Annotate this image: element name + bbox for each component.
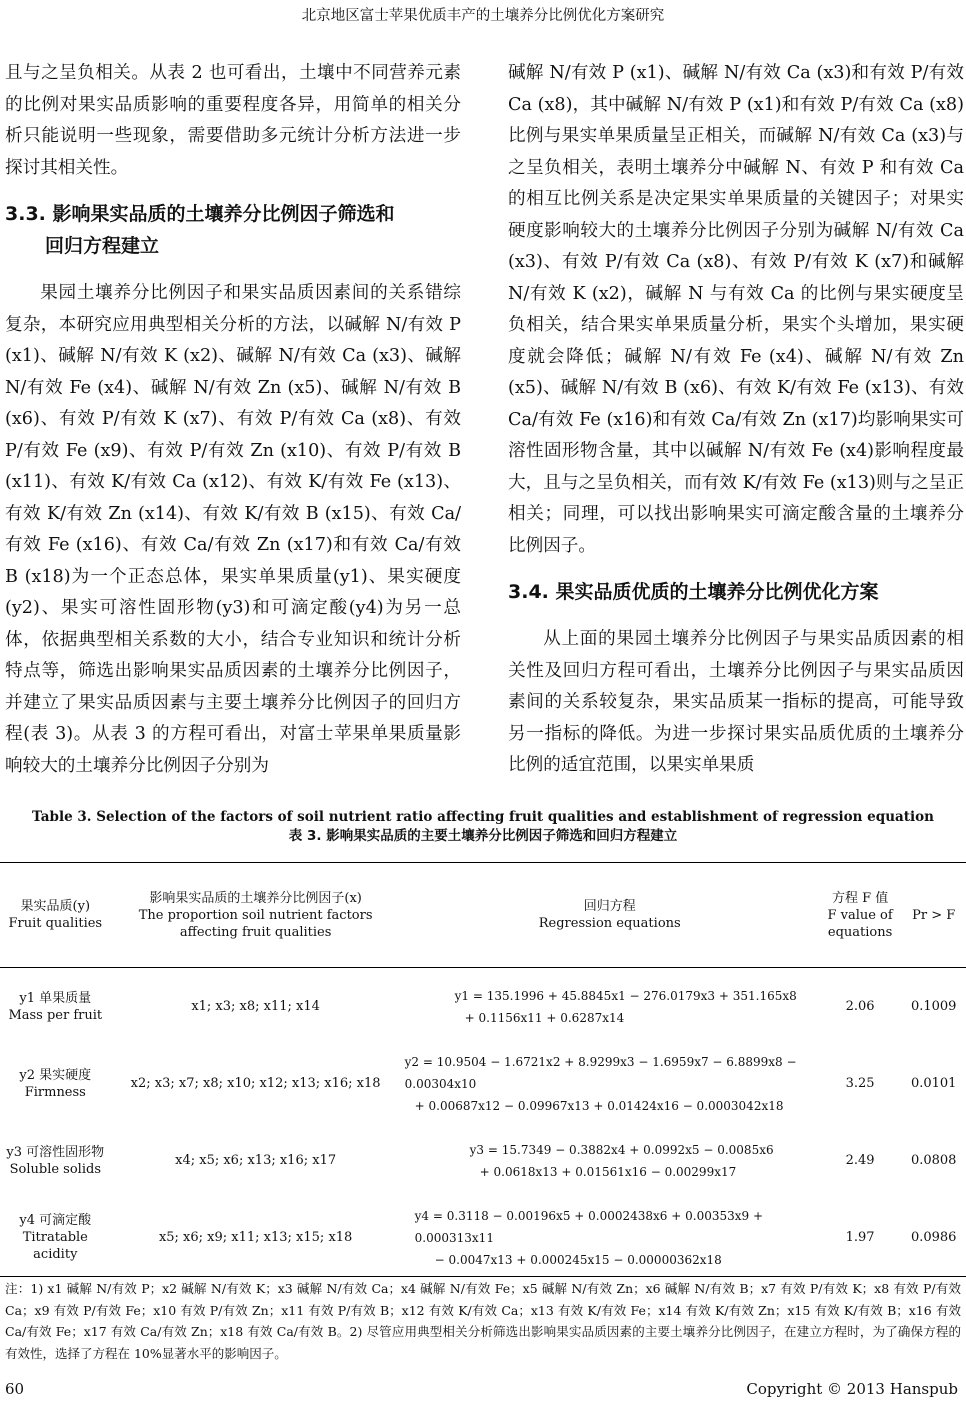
row-factors: x1; x3; x8; x11; x14	[191, 999, 320, 1014]
row-quality-en: Mass per fruit	[8, 1007, 103, 1023]
equation-line-2: + 0.1156x11 + 0.6287x14	[464, 1010, 625, 1025]
header-col3-en: Regression equations	[538, 916, 681, 931]
table-caption-zh: 表 3. 影响果实品质的主要土壤养分比例因子筛选和回归方程建立	[288, 828, 678, 844]
row-pr: 0.1009	[910, 999, 957, 1014]
row-quality	[0, 968, 111, 1046]
table-caption-en: Table 3. Selection of the factors of soil nutrient ratio affecting fruit qualities and establishment of regression equation	[32, 809, 934, 825]
equation-line-1: y1 = 135.1996 + 45.8845x1 − 276.0179x3 + 351.165x8	[454, 988, 797, 1003]
header-col4-zh: 方程 F 值	[831, 890, 889, 906]
right-paragraph-1: 碱解 N/有效 P (x1)、碱解 N/有效 Ca (x3)和有效 P/有效 Ca (x8)，其中碱解 N/有效 P (x1)和有效 P/有效 Ca (x8)比例与果实单果质量呈正相关，而碱解 N/有效 Ca (x3)与之呈负相关，表明土壤养分中碱解 N、有效 P 和有效 Ca 的相互比例关系是决定果实单果质量的关键因子；对果实硬度影响较大的土壤养分比例因子分别为碱解 N/有效 Ca (x3)、有效 P/有效 Ca (x8)、有效 P/有效 K (x7)和碱解 N/有效 K (x2)，碱解 N 与有效 Ca 的比例与果实硬度呈负相关，结合果实单果质量分析，果实个头增加，果实硬度就会降低；碱解 N/有效 Fe (x4)、碱解 N/有效 Zn (x5)、碱解 N/有效 B (x6)、有效 K/有效 Fe (x13)、有效 Ca/有效 Fe (x16)和有效 Ca/有效 Zn (x17)均影响果实可溶性固形物含量，其中以碱解 N/有效 Fe (x4)影响程度最大，且与之呈负相关，而有效 K/有效 Fe (x13)则与之呈正相关；同理，可以找出影响果实可滴定酸含量的土壤养分比例因子。	[508, 63, 964, 556]
row-equation	[401, 1199, 819, 1277]
row-quality-zh: y1 单果质量	[19, 990, 92, 1006]
row-factors: x4; x5; x6; x13; x16; x17	[175, 1153, 337, 1168]
table-row	[0, 1045, 966, 1122]
copyright-notice: Copyright © 2013 Hanspub	[746, 1380, 958, 1398]
header-f-value	[819, 863, 902, 968]
section-heading-3-3	[5, 198, 461, 262]
row-f-value: 2.49	[845, 1153, 875, 1168]
table-caption	[0, 808, 966, 846]
table-notes: 注：1) x1 碱解 N/有效 P；x2 碱解 N/有效 K；x3 碱解 N/有效 Ca；x4 碱解 N/有效 Fe；x5 碱解 N/有效 Zn；x6 碱解 N/有效 B；x7 有效 P/有效 K；x8 有效 P/有效 Ca；x9 有效 P/有效 Fe；x10 有效 P/有效 Zn；x11 有效 P/有效 B；x12 有效 K/有效 Ca；x13 有效 K/有效 Fe；x14 有效 K/有效 Zn；x15 有效 K/有效 B；x16 有效 Ca/有效 Fe；x17 有效 Ca/有效 Zn；x18 有效 Ca/有效 B。2) 尽管应用典型相关分析筛选出影响果实品质因素的主要土壤养分比例因子，在建立方程时，为了确保方程的有效性，选择了方程在 10%显著水平的影响因子。	[5, 1281, 961, 1361]
header-col3-zh: 回归方程	[583, 899, 636, 914]
header-col1-en: Fruit qualities	[8, 916, 103, 931]
row-quality	[0, 1122, 111, 1199]
table-row	[0, 1199, 966, 1277]
table-row	[0, 1122, 966, 1199]
row-pr: 0.0101	[910, 1076, 957, 1091]
equation-line-2: + 0.00687x12 − 0.09967x13 + 0.01424x16 − 0.0003042x18	[414, 1098, 784, 1113]
row-quality-en: Titratable acidity	[22, 1230, 88, 1262]
row-quality	[0, 1045, 111, 1122]
regression-table	[0, 862, 966, 1277]
row-pr: 0.0808	[910, 1153, 957, 1168]
equation-line-2: − 0.0047x13 + 0.000245x15 − 0.00000362x18	[434, 1252, 722, 1267]
row-equation	[401, 1045, 819, 1122]
section-heading-3-3-line1: 3.3. 影响果实品质的土壤养分比例因子筛选和	[5, 203, 395, 225]
section-heading-3-3-line2: 回归方程建立	[45, 235, 160, 257]
left-column	[5, 58, 461, 782]
row-f-value: 2.06	[845, 999, 875, 1014]
table-row	[0, 968, 966, 1046]
row-equation	[401, 1122, 819, 1199]
right-paragraph-2: 从上面的果园土壤养分比例因子与果实品质因素的相关性及回归方程可看出，土壤养分比例因子与果实品质因素间的关系较复杂，果实品质某一指标的提高，可能导致另一指标的降低。为进一步探讨果实品质优质的土壤养分比例的适宜范围，以果实单果质	[508, 629, 964, 775]
row-quality-en: Soluble solids	[9, 1161, 101, 1177]
row-equation	[401, 968, 819, 1046]
header-col4-en: F value of equations	[827, 907, 893, 940]
row-f-value: 1.97	[845, 1230, 875, 1245]
row-quality-zh: y4 可滴定酸	[19, 1213, 92, 1228]
page-number: 60	[5, 1380, 25, 1398]
header-col2-en: The proportion soil nutrient factors affecting fruit qualities	[138, 907, 373, 940]
equation-line-1: y2 = 10.9504 − 1.6721x2 + 8.9299x3 − 1.6959x7 − 6.8899x8 − 0.00304x10	[404, 1054, 797, 1091]
row-factors: x5; x6; x9; x11; x13; x15; x18	[158, 1230, 353, 1245]
running-head: 北京地区富士苹果优质丰产的土壤养分比例优化方案研究	[301, 8, 665, 24]
header-factors	[111, 863, 401, 968]
header-col1-zh: 果实品质(y)	[20, 899, 91, 914]
left-paragraph-2: 果园土壤养分比例因子和果实品质因素间的关系错综复杂，本研究应用典型相关分析的方法，以碱解 N/有效 P (x1)、碱解 N/有效 K (x2)、碱解 N/有效 Ca (x3)、碱解 N/有效 Fe (x4)、碱解 N/有效 Zn (x5)、碱解 N/有效 B (x6)、有效 P/有效 K (x7)、有效 P/有效 Ca (x8)、有效 P/有效 Fe (x9)、有效 P/有效 Zn (x10)、有效 P/有效 B (x11)、有效 K/有效 Ca (x12)、有效 K/有效 Fe (x13)、有效 K/有效 Zn (x14)、有效 K/有效 B (x15)、有效 Ca/有效 Fe (x16)、有效 Ca/有效 Zn (x17)和有效 Ca/有效 B (x18)为一个正态总体，果实单果质量(y1)、果实硬度(y2)、果实可溶性固形物(y3)和可滴定酸(y4)为另一总体，依据典型相关系数的大小，结合专业知识和统计分析特点等，筛选出影响果实品质因素的土壤养分比例因子，并建立了果实品质因素与主要土壤养分比例因子的回归方程(表 3)。从表 3 的方程可看出，对富士苹果单果质量影响较大的土壤养分比例因子分别为	[5, 283, 461, 776]
row-factors: x2; x3; x7; x8; x10; x12; x13; x16; x18	[130, 1076, 381, 1091]
row-quality	[0, 1199, 111, 1277]
row-pr: 0.0986	[910, 1230, 957, 1245]
right-column	[508, 58, 964, 782]
row-quality-en: Firmness	[24, 1084, 86, 1100]
equation-line-1: y3 = 15.7349 − 0.3882x4 + 0.0992x5 − 0.0085x6	[469, 1142, 774, 1157]
header-regression-equations	[401, 863, 819, 968]
header-col2-zh: 影响果实品质的土壤养分比例因子(x)	[149, 890, 362, 906]
section-heading-3-4: 3.4. 果实品质优质的土壤养分比例优化方案	[508, 581, 879, 603]
header-pr: Pr > F	[912, 907, 956, 923]
row-quality-zh: y3 可溶性固形物	[6, 1144, 105, 1160]
left-paragraph-1: 且与之呈负相关。从表 2 也可看出，土壤中不同营养元素的比例对果实品质影响的重要程度各异，用简单的相关分析只能说明一些现象，需要借助多元统计分析方法进一步探讨其相关性。	[5, 63, 461, 178]
row-quality-zh: y2 果实硬度	[19, 1067, 92, 1083]
equation-line-1: y4 = 0.3118 − 0.00196x5 + 0.0002438x6 + 0.00353x9 + 0.000313x11	[414, 1208, 764, 1245]
row-f-value: 3.25	[845, 1076, 875, 1091]
header-fruit-qualities	[0, 863, 111, 968]
table-header-row	[0, 863, 966, 968]
equation-line-2: + 0.0618x13 + 0.01561x16 − 0.00299x17	[479, 1164, 737, 1179]
